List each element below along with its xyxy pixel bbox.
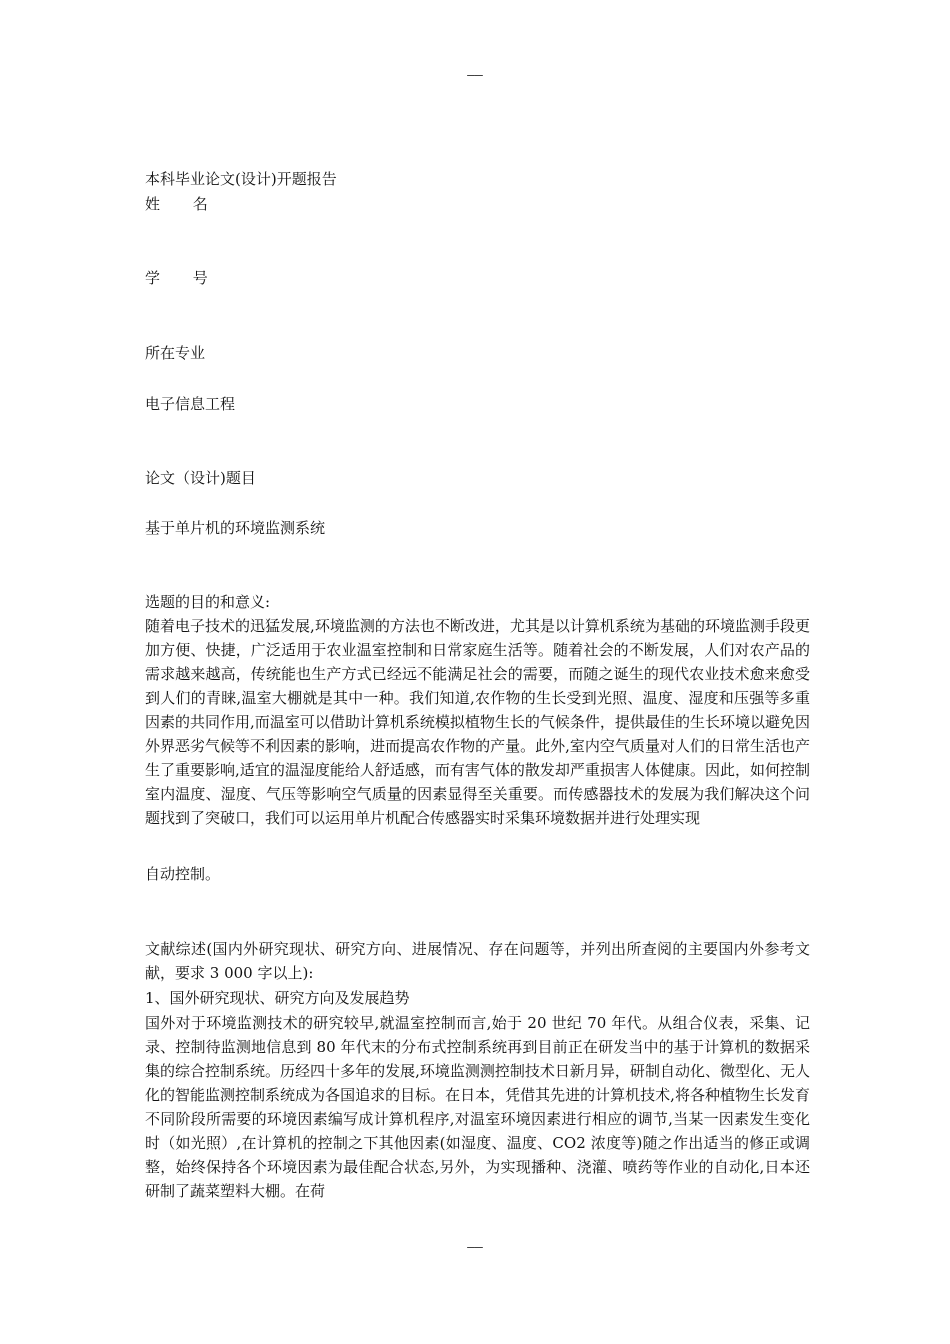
purpose-paragraph-tail: 自动控制。 — [145, 865, 221, 883]
literature-paragraph: 国外对于环境监测技术的研究较早,就温室控制而言,始于 20 世纪 70 年代。从组合仪表，采集、记录、控制待监测地信息到 80 年代末的分布式控制系统再到目前正在研发当中的基于计算机的数据采集的综合控制系统。历经四十多年的发展,环境监测测控制技术日新月异，研制自动化、微型化、无人化的智能监测控制系统成为各国追求的目标。在日本，凭借其先进的计算机技术,将各种植物生长发育不同阶段所需要的环境因素编写成计算机程序,对温室环境因素进行相应的调节,当某一因素发生变化时（如光照）,在计算机的控制之下其他因素(如湿度、温度、CO2 浓度等)随之作出适当的修正或调整，始终保持各个环境因素为最佳配合状态,另外，为实现播种、浇灌、喷药等作业的自动化,日本还研制了蔬菜塑料大棚。在荷 — [145, 1014, 810, 1200]
literature-subheading: 1、国外研究现状、研究方向及发展趋势 — [145, 989, 410, 1007]
literature-heading: 文献综述(国内外研究现状、研究方向、进展情况、存在问题等，并列出所查阅的主要国内外参考文献，要求 3 000 字以上): — [145, 940, 810, 982]
major-value: 电子信息工程 — [145, 395, 236, 413]
page-bottom-marker: —— — [467, 1240, 483, 1255]
topic-label: 论文（设计)题目 — [145, 469, 256, 487]
name-label: 姓 名 — [145, 195, 222, 213]
purpose-heading: 选题的目的和意义: — [145, 593, 271, 611]
major-label: 所在专业 — [145, 344, 206, 362]
report-title: 本科毕业论文(设计)开题报告 — [145, 170, 337, 188]
student-id-label: 学 号 — [145, 269, 222, 287]
purpose-paragraph: 随着电子技术的迅猛发展,环境监测的方法也不断改进，尤其是以计算机系统为基础的环境监测手段更加方便、快捷，广泛适用于农业温室控制和日常家庭生活等。随着社会的不断发展，人们对农产品的需求越来越高，传统能也生产方式已经远不能满足社会的需要，而随之诞生的现代农业技术愈来愈受到人们的青睐,温室大棚就是其中一种。我们知道,农作物的生长受到光照、温度、湿度和压强等多重因素的共同作用,而温室可以借助计算机系统模拟植物生长的气候条件，提供最佳的生长环境以避免因外界恶劣气候等不利因素的影响，进而提高农作物的产量。此外,室内空气质量对人们的日常生活也产生了重要影响,适宜的温湿度能给人舒适感，而有害气体的散发却严重损害人体健康。因此，如何控制室内温度、湿度、气压等影响空气质量的因素显得至关重要。而传感器技术的发展为我们解决这个问题找到了突破口，我们可以运用单片机配合传感器实时采集环境数据并进行处理实现 — [145, 617, 810, 827]
topic-value: 基于单片机的环境监测系统 — [145, 519, 326, 537]
page-top-marker: —— — [467, 68, 483, 83]
